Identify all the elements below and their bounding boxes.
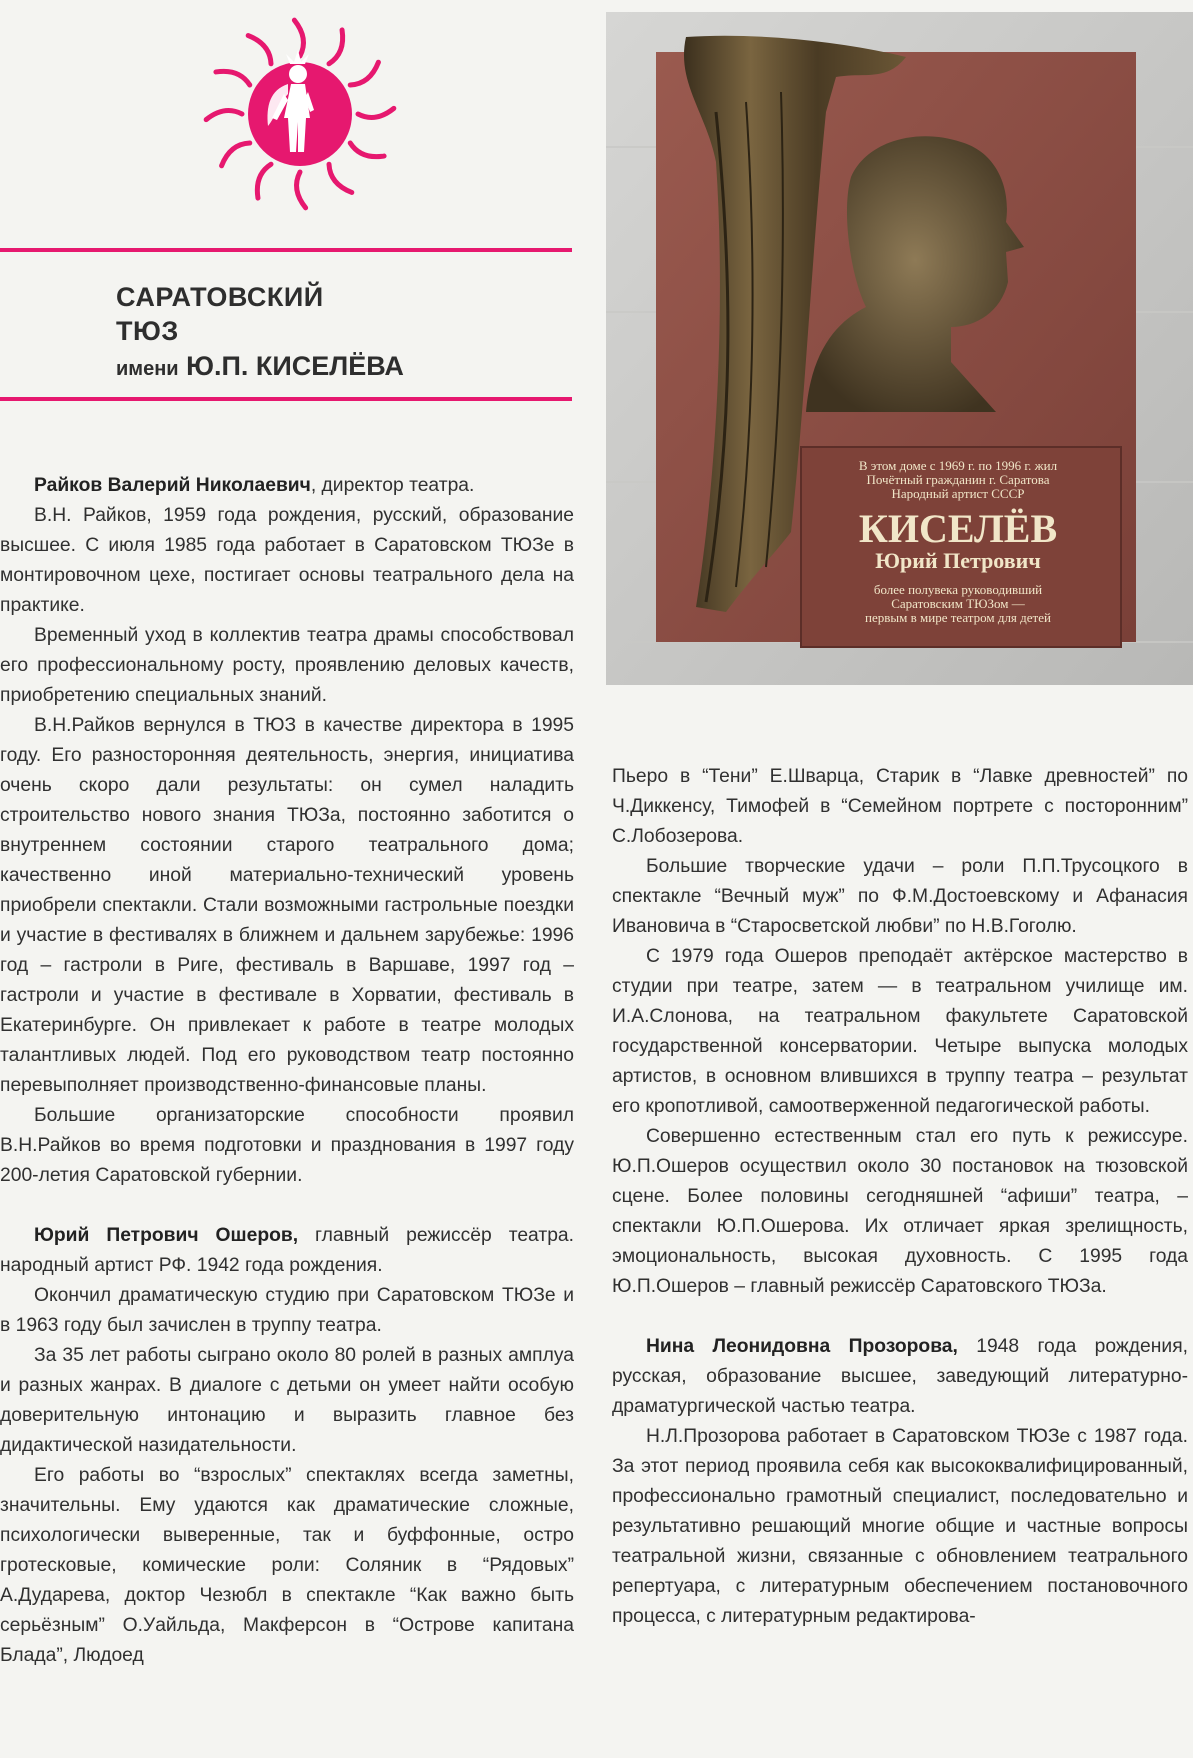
sun-ray [222,143,250,166]
paragraph: Временный уход в коллектив театра драмы способствовал его профессиональному росту, проявлению деловых качеств, приобретению специальных знаний. [0,625,574,706]
paragraph-raikov-intro: Райков Валерий Николаевич, директор театра. [34,475,475,496]
paragraph: В.Н.Райков вернулся в ТЮЗ в качестве директора в 1995 году. Его разносторонняя деятельность, энергия, инициатива очень скоро дали результаты: он сумел наладить строительство нового знания ТЮЗа, постоянно заботится о внутреннем состоянии старого театрального дома; качественно иной материально-технический уровень приобрели спектакли. Стали возможными гастрольные поездки и участие в фестивалях в ближнем и дальнем зарубежье: 1996 год – гастроли в Риге, фестиваль в Варшаве, 1997 год – гастроли и участие в фестивале в Хорватии, фестиваль в Екатеринбурге. Он привлекает к работе в театре молодых талантливых людей. Под его руководством театр постоянно перевыполняет производственно-финансовые планы. [0,715,574,1096]
paragraph-osherov-intro: Юрий Петрович Ошеров, главный режиссёр театра. народный артист РФ. 1942 года рождения. [0,1225,574,1276]
sun-ray [248,36,271,64]
title-name: Ю.П. КИСЕЛЁВА [186,351,404,381]
title-line-3 [116,348,404,387]
sun-ray [216,71,250,85]
paragraph: За 35 лет работы сыграно около 80 ролей в разных амплуа и разных жанрах. В диалоге с детьми он умеет найти особую доверительную интонацию и выразить главное без дидактической назидательности. [0,1345,574,1456]
sun-ray [206,111,242,120]
paragraph: Н.Л.Прозорова работает в Саратовском ТЮЗе с 1987 года. За этот период проявила себя как высококвалифицированный, профессионально грамотный специалист, последовательно и результативно решающий многие общие и частные вопросы театральной жизни, связанные с обновлением театрального репертуара, с литературным обеспечением постановочного процесса, с литературным редактирова- [612,1426,1188,1627]
magenta-rule-bottom [0,397,572,401]
person-name-raikov: Райков Валерий Николаевич [34,475,311,496]
paragraph: С 1979 года Ошеров преподаёт актёрское мастерство в студии при театре, затем — в театральном училище им. И.А.Слонова, на театральном факультете Саратовской государственной консерватории. Четыре выпуска молодых артистов, в основном влившихся в труппу театра – результат его кропотливой, самоотверженной педагогической работы. [612,946,1188,1117]
right-text-column [612,762,1188,1632]
paragraph: Окончил драматическую студию при Саратовском ТЮЗе и в 1963 году был зачислен в труппу театра. [0,1285,574,1336]
paragraph-continued: Пьеро в “Тени” Е.Шварца, Старик в “Лавке древностей” по Ч.Диккенсу, Тимофей в “Семейном портрете с посторонним” С.Лобозерова. [612,766,1188,847]
plaque-line-4: более полувека руководивший [873,582,1043,597]
left-text-column [0,471,574,1671]
plaque-given-name: Юрий Петрович [875,548,1041,573]
plaque-line-5: Саратовским ТЮЗом — [891,596,1025,611]
sun-ray [297,172,306,208]
memorial-plaque-photo [606,12,1193,685]
magenta-rule-top [0,248,572,252]
paragraph: В.Н. Райков, 1959 года рождения, русский, образование высшее. С июля 1985 года работает в Саратовском ТЮЗе в монтировочном цехе, постигает основы театрального дела на практике. [0,505,574,616]
title-line-2: ТЮЗ [116,316,179,346]
plaque-line-3: Народный артист СССР [891,486,1025,501]
title-prefix: имени [116,358,179,380]
paragraph: Большие организаторские способности проявил В.Н.Райков во время подготовки и празднования в 1997 году 200-летия Саратовской губернии. [0,1105,574,1186]
paragraph: Большие творческие удачи – роли П.П.Трусоцкого в спектакле “Вечный муж” по Ф.М.Достоевскому и Афанасия Ивановича в “Старосветской любви” по Н.В.Гоголю. [612,856,1188,937]
person-name-prozorova: Нина Леонидовна Прозорова, [646,1336,958,1357]
title-line-1: САРАТОВСКИЙ [116,282,324,312]
sun-ray [329,164,352,192]
sun-ray [257,164,271,198]
sun-ray [294,20,303,56]
plaque-line-1: В этом доме с 1969 г. по 1996 г. жил [858,458,1058,473]
plaque-line-6: первым в мире театром для детей [865,610,1051,625]
paragraph: Совершенно естественным стал его путь к режиссуре. Ю.П.Ошеров осуществил около 30 постановок на тюзовской сцене. Более половины сегодняшней “афиши” театра, – спектакли Ю.П.Ошерова. Их отличает яркая зрелищность, эмоциональность, высокая духовность. С 1995 года Ю.П.Ошеров – главный режиссёр Саратовского ТЮЗа. [612,1126,1188,1297]
paragraph-prozorova-intro: Нина Леонидовна Прозорова, 1948 года рождения, русская, образование высшее, заведующий литературно-драматургической частью театра. [612,1336,1188,1417]
page-title [116,280,404,387]
sun-ray [350,143,384,157]
person-name-osherov: Юрий Петрович Ошеров, [34,1225,299,1246]
paragraph: Его работы во “взрослых” спектаклях всегда заметны, значительны. Ему удаются как драматические сложные, психологически выверенные, так и буффонные, остро гротесковые, комические роли: Соляник в “Рядовых” А.Дударева, доктор Чезюбл в спектакле “Как важно быть серьёзным” О.Уайльда, Макферсон в “Острове капитана Блада”, Людоед [0,1465,574,1666]
sun-ray [329,30,343,64]
sun-ray [350,62,378,85]
plaque-surname: КИСЕЛЁВ [858,506,1058,551]
plaque-line-2: Почётный гражданин г. Саратова [866,472,1050,487]
theatre-sun-logo [200,6,400,226]
sun-ray [358,108,394,117]
